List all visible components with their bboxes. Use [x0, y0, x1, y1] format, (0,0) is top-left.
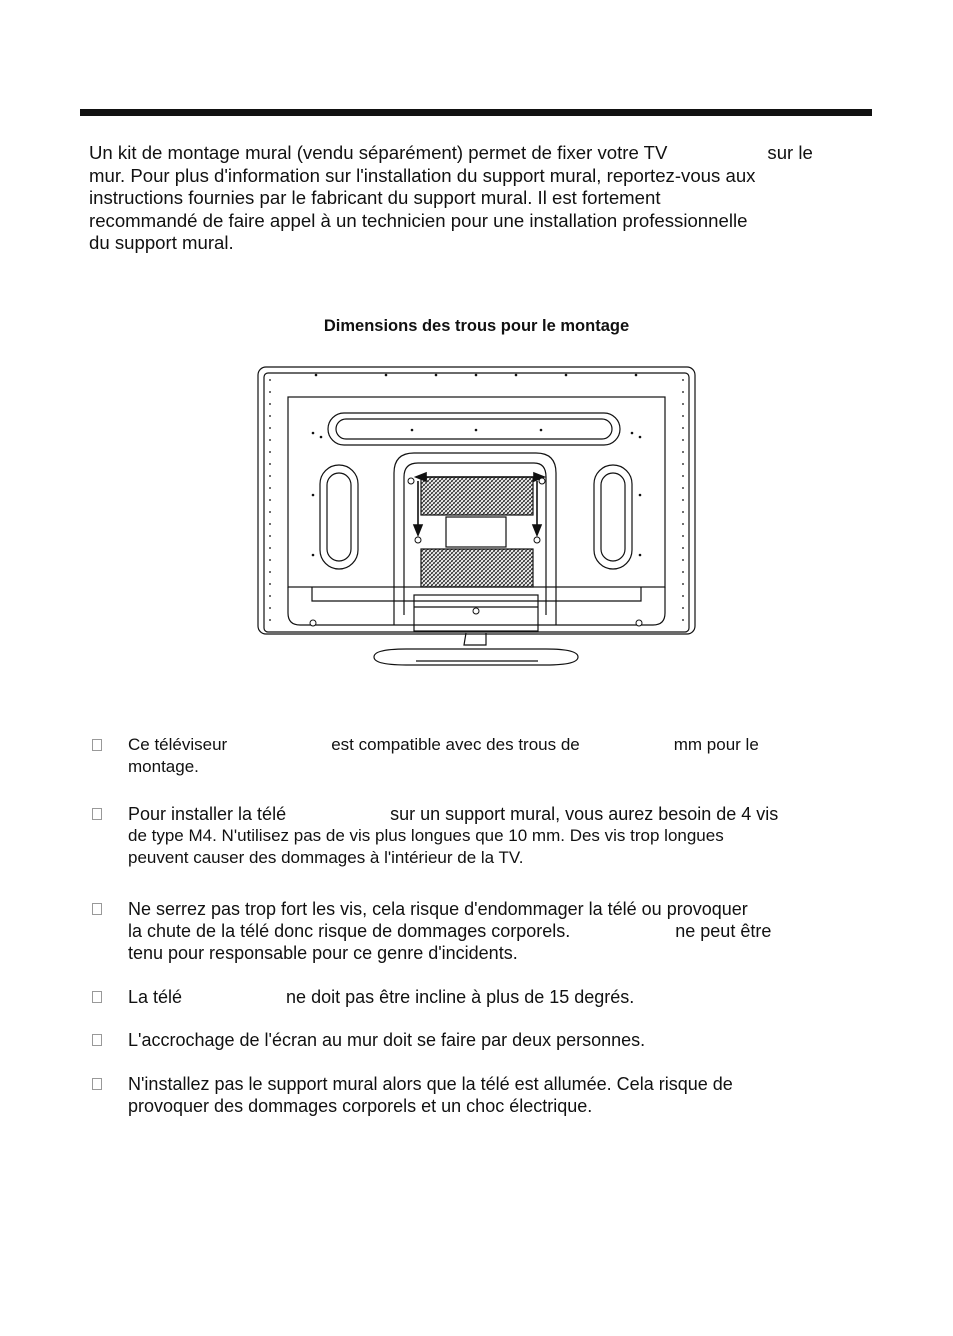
bullet-2-part-b: sur un support mural, vous aurez besoin de 4 vis	[390, 804, 779, 824]
bullet-box	[92, 1034, 102, 1046]
bullet-box	[92, 1078, 102, 1090]
intro-line-4: recommandé de faire appel à un technicien pour une installation professionnelle	[89, 209, 748, 231]
bullet-1-part-c: mm pour le	[673, 735, 759, 754]
tv-back-diagram	[256, 365, 697, 670]
bullet-box	[92, 808, 102, 820]
bullet-4-part-a: La télé	[128, 987, 183, 1007]
intro-line-5: du support mural.	[89, 232, 234, 253]
intro-line-1b: sur le	[767, 142, 813, 163]
bullet-2-part-c: de type M4. N'utilisez pas de vis plus longues que 10 mm. Des vis trop longues	[128, 826, 724, 845]
intro-line-1a: Un kit de montage mural (vendu séparément) permet de fixer votre TV	[89, 142, 668, 163]
intro-paragraph	[89, 142, 869, 255]
bullet-3-part-c: ne peut être	[675, 921, 772, 941]
bullet-6-part-a: N'installez pas le support mural alors que la télé est allumée. Cela risque de	[128, 1074, 733, 1094]
bullet-4-part-b: ne doit pas être incline à plus de 15 degrés.	[286, 987, 635, 1007]
bullet-box	[92, 739, 102, 751]
bullet-box	[92, 903, 102, 915]
header-rule	[80, 109, 872, 116]
bullet-6-part-b: provoquer des dommages corporels et un choc électrique.	[128, 1096, 593, 1116]
bullet-5-part-a: L'accrochage de l'écran au mur doit se faire par deux personnes.	[128, 1030, 646, 1050]
bullet-1-part-b: est compatible avec des trous de	[331, 735, 580, 754]
bullet-box	[92, 991, 102, 1003]
bullet-2-part-a: Pour installer la télé	[128, 804, 287, 824]
bullet-3-part-a: Ne serrez pas trop fort les vis, cela risque d'endommager la télé ou provoquer	[128, 899, 748, 919]
figure-title: Dimensions des trous pour le montage	[323, 317, 630, 335]
bullet-2-part-d: peuvent causer des dommages à l'intérieur de la TV.	[128, 848, 524, 867]
bullet-1-part-a: Ce téléviseur	[128, 735, 228, 754]
bullet-1-part-d: montage.	[128, 757, 199, 776]
bullet-3-part-d: tenu pour responsable pour ce genre d'incidents.	[128, 943, 518, 963]
intro-line-3: instructions fournies par le fabricant du support mural. Il est fortement	[89, 187, 661, 208]
intro-line-2: mur. Pour plus d'information sur l'installation du support mural, reportez-vous aux	[89, 164, 756, 186]
bullet-3-part-b: la chute de la télé donc risque de dommages corporels.	[128, 921, 571, 941]
